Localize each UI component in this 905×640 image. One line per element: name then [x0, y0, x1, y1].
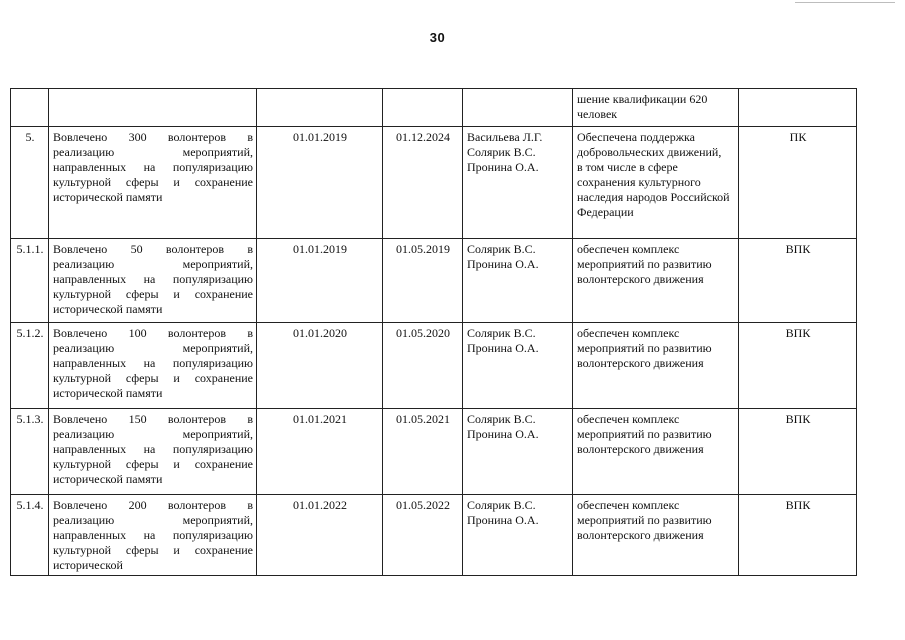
result-text: Обеспечена поддержка добровольческих движений, в том числе в сфере сохранения культурного наследия народов Российской Федерации: [577, 130, 730, 219]
responsible-text: Солярик В.С. Пронина О.А.: [467, 498, 539, 527]
row-result: обеспечен комплекс мероприятий по развитию волонтерского движения: [573, 323, 739, 409]
row-description: Вовлечено 300 волонтеров в реализацию мероприятий, направленных на популяризацию культурной сферы и сохранение исторической памяти: [49, 127, 257, 239]
row-end-date: 01.05.2022: [383, 495, 463, 576]
row-end-date: 01.12.2024: [383, 127, 463, 239]
cell-description: [49, 89, 257, 127]
plan-table: [10, 88, 857, 576]
responsible-text: Солярик В.С. Пронина О.А.: [467, 412, 539, 441]
row-start-date: 01.01.2022: [257, 495, 383, 576]
row-responsible: [463, 239, 573, 323]
row-responsible: [463, 409, 573, 495]
row-result: обеспечен комплекс мероприятий по развитию волонтерского движения: [573, 495, 739, 576]
row-result: обеспечен комплекс мероприятий по развитию волонтерского движения: [573, 239, 739, 323]
result-text: шение квалификации 620 человек: [577, 92, 708, 121]
top-edge-rule: [795, 2, 895, 3]
row-description: Вовлечено 200 волонтеров в реализацию мероприятий, направленных на популяризацию культурной сферы и сохранение исторической: [49, 495, 257, 576]
page-number: 30: [429, 30, 446, 45]
responsible-text: Васильева Л.Г. Солярик В.С. Пронина О.А.: [467, 130, 543, 174]
row-start-date: 01.01.2021: [257, 409, 383, 495]
cell-type: [739, 89, 857, 127]
cell-num: [11, 89, 49, 127]
row-result: [573, 127, 739, 239]
table-row: [11, 127, 857, 239]
table-row: [11, 495, 857, 576]
cell-start-date: [257, 89, 383, 127]
row-responsible: [463, 323, 573, 409]
row-start-date: 01.01.2019: [257, 239, 383, 323]
row-number: 5.1.3.: [11, 409, 49, 495]
cell-end-date: [383, 89, 463, 127]
row-description: Вовлечено 50 волонтеров в реализацию мероприятий, направленных на популяризацию культурной сферы и сохранение исторической памяти: [49, 239, 257, 323]
row-end-date: 01.05.2020: [383, 323, 463, 409]
row-end-date: 01.05.2021: [383, 409, 463, 495]
row-result: обеспечен комплекс мероприятий по развитию волонтерского движения: [573, 409, 739, 495]
responsible-text: Солярик В.С. Пронина О.А.: [467, 242, 539, 271]
row-number: 5.1.2.: [11, 323, 49, 409]
row-responsible: [463, 495, 573, 576]
table-row: [11, 239, 857, 323]
table-row-continuation: [11, 89, 857, 127]
row-number: 5.1.4.: [11, 495, 49, 576]
row-type: ВПК: [739, 323, 857, 409]
row-number: 5.: [11, 127, 49, 239]
row-start-date: 01.01.2020: [257, 323, 383, 409]
row-end-date: 01.05.2019: [383, 239, 463, 323]
row-type: ВПК: [739, 495, 857, 576]
row-number: 5.1.1.: [11, 239, 49, 323]
cell-result: [573, 89, 739, 127]
row-start-date: 01.01.2019: [257, 127, 383, 239]
responsible-text: Солярик В.С. Пронина О.А.: [467, 326, 539, 355]
row-type: ВПК: [739, 239, 857, 323]
table-row: [11, 409, 857, 495]
row-type: ВПК: [739, 409, 857, 495]
table-row: [11, 323, 857, 409]
row-type: ПК: [739, 127, 857, 239]
row-responsible: [463, 127, 573, 239]
row-description: Вовлечено 150 волонтеров в реализацию мероприятий, направленных на популяризацию культурной сферы и сохранение исторической памяти: [49, 409, 257, 495]
row-description: Вовлечено 100 волонтеров в реализацию мероприятий, направленных на популяризацию культурной сферы и сохранение исторической памяти: [49, 323, 257, 409]
cell-responsible: [463, 89, 573, 127]
